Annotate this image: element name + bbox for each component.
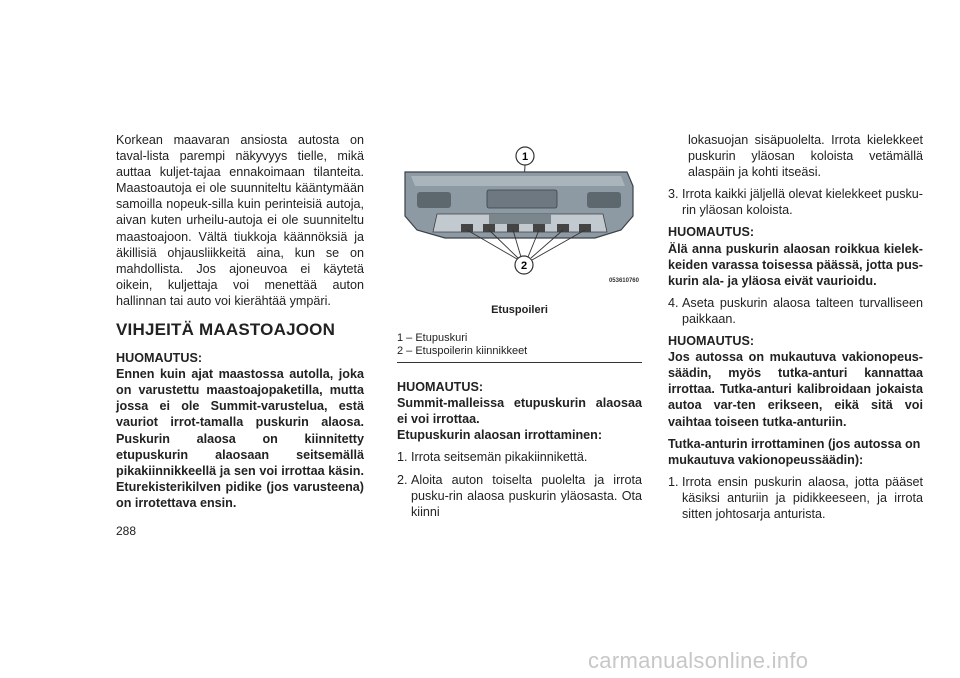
removal-steps-cont [668,186,923,218]
subheading-radar-removal: Tutka-anturin irrottaminen (jos autossa on mukautuva vakionopeussäädin): [668,436,921,467]
note-text-4: Jos autossa on mukautuva vakionopeus-säädin, myös tutka-anturi kannattaa irrottaa. Tutka-anturi kalibroidaan jokaista autoa var-ten erikseen, eikä sitä voi vaihtaa toiseen tutka-anturiin. [668,350,923,429]
section-heading: VIHJEITÄ MAASTOAJOON [116,320,336,340]
note-title-3: HUOMAUTUS: [668,225,755,240]
fastener-6 [579,224,591,232]
figure-code: 053610760 [608,278,639,284]
bumper-top-highlight [411,176,625,186]
list-item: 2. Aloita auton toiselta puolelta ja irrota pusku-rin alaosa puskurin yläosasta. Ota kiinni [397,472,642,519]
subheading-bumper-removal: Etupuskurin alaosan irrottaminen: [397,428,603,443]
fog-lamp-left [417,192,451,208]
callout-label-1: 1 [521,151,529,163]
column-right [668,132,923,528]
legend-item-2: 2 – Etuspoilerin kiinnikkeet [397,345,528,358]
bumper-figure [397,142,642,300]
removal-steps-cont-2 [668,295,923,327]
figure-legend [397,332,642,363]
removal-steps [397,449,642,519]
plate-recess [487,190,557,208]
fastener-1 [461,224,473,232]
fastener-2 [483,224,495,232]
fog-lamp-right [587,192,621,208]
column-middle [397,142,642,526]
bumper-illustration [397,142,642,292]
note-text-2: Summit-malleissa etupuskurin alaosaa ei voi irrottaa. [397,396,642,427]
list-item: 1. Irrota ensin puskurin alaosa, jotta pääset käsiksi anturiin ja pidikkeeseen, ja irrota sitten johtosarja anturista. [668,474,923,521]
spoiler-grille [489,214,551,224]
radar-steps [668,474,923,522]
figure-caption: Etuspoileri [491,304,548,316]
intro-paragraph: Korkean maavaran ansiosta autosta on taval-lista parempi näkyvyys tielle, mikä auttaa kuljet-tajaa ennakoimaan tilanteita. Maastoautoja ei ole suunniteltu kääntymään samoilla nopeuk-silla kuin perinteisiä autoja, aivan kuten urheilu-autoja ei ole suunniteltu maastoajoon. Vältä tiukkoja käännöksiä ja äkillisiä ohjausliikkeitä aina, kun se on mahdollista. Jos ajoneuvoa ei käytetä oikein, kuljettaja voi menettää auton hallinnan tai auto voi kierähtää ympäri. [116,133,364,308]
fastener-5 [557,224,569,232]
callout-label-2: 2 [520,260,528,272]
note-title: HUOMAUTUS: [116,351,203,366]
list-item: 3. Irrota kaikki jäljellä olevat kielekkeet pusku-rin yläosan koloista. [668,187,923,218]
note-title-2: HUOMAUTUS: [397,380,484,395]
list-item: 4. Aseta puskurin alaosa talteen turvalliseen paikkaan. [668,295,923,326]
note-title-4: HUOMAUTUS: [668,334,755,349]
column-left [116,132,364,511]
watermark: carmanualsonline.info [588,648,809,673]
list-item: 1. Irrota seitsemän pikakiinnikettä. [397,450,588,465]
page-number: 288 [116,524,137,538]
note-text: Ennen kuin ajat maastossa autolla, joka on varustettu maastoajopaketilla, mutta jossa ei ole Summit-varustelua, estä vauriot irrot-tamalla puskurin alaosa. Puskurin alaosa on kiinnitetty etupuskurin alaosaan seitsemällä pikakiinnikkeellä ja sen voi irrottaa käsin. Eturekisterikilven pidike (jos varusteena) on irrotettava ensin. [116,367,364,510]
note-text-3: Älä anna puskurin alaosan roikkua kielek-keiden varassa toisessa päässä, jotta pus-kurin ala- ja yläosa eivät vaurioidu. [668,241,923,288]
step2-continuation: lokasuojan sisäpuolelta. Irrota kielekkeet puskurin yläosan koloista vetämällä alaspäin ja kohti itseäsi. [688,133,923,180]
legend-item-1: 1 – Etupuskuri [397,332,468,345]
